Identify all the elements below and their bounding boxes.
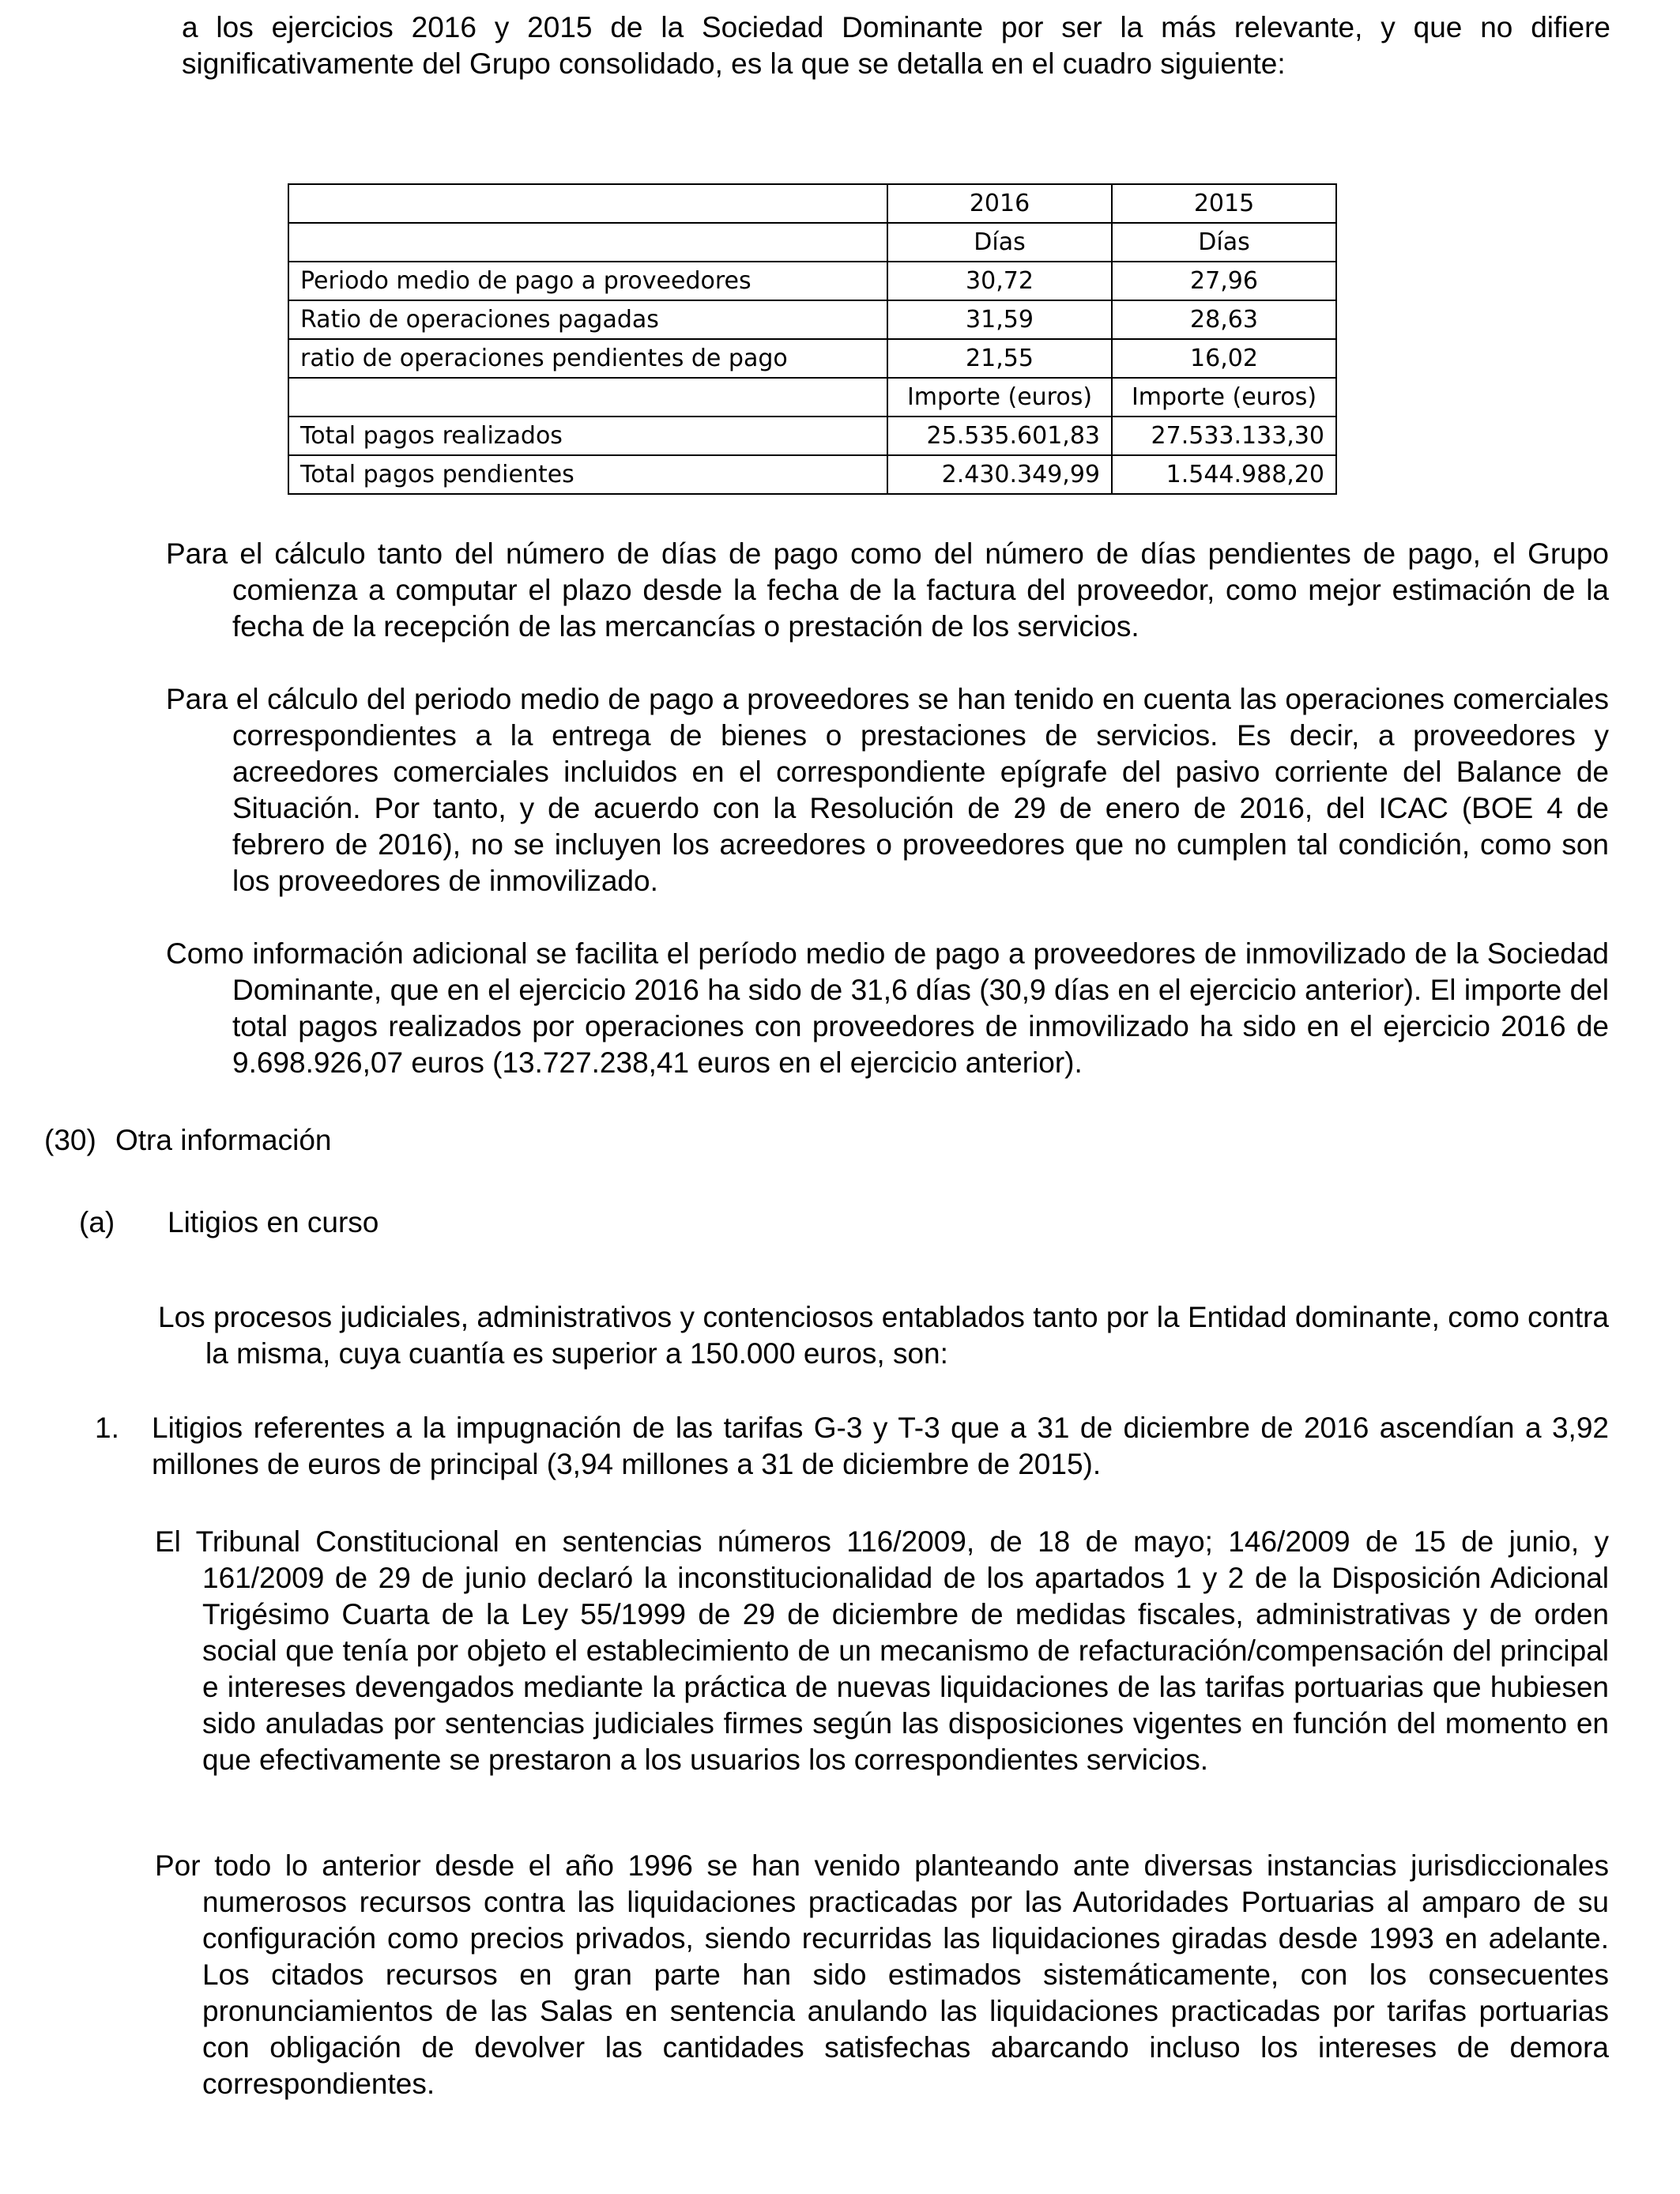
- paragraph-constitutional-court: El Tribunal Constitucional en sentencias números 116/2009, de 18 de mayo; 146/2009 de 15 de junio, y 161/2009 de 29 de junio declaró la inconstitucionalidad de los apartados 1 y 2 de la Disposición Adicional Trigésimo Cuarta de la Ley 55/1999 de 29 de diciembre de medidas fiscales, administrativas y de orden social que tenía por objeto el establecimiento de un mecanismo de refacturación/compensación del principal e intereses devengados mediante la práctica de nuevas liquidaciones de las tarifas portuarias que hubiesen sido anuladas por sentencias judiciales firmes según las disposiciones vigentes en función del momento en que efectivamente se prestaron a los usuarios los correspondientes servicios.: [155, 1525, 1609, 1776]
- header-year-2016: 2016: [887, 184, 1112, 223]
- section-title: Otra información: [115, 1124, 332, 1156]
- row-value-2016: 30,72: [887, 262, 1112, 300]
- row-value-2015: 28,63: [1112, 300, 1336, 339]
- table-row: [288, 339, 1336, 378]
- row-value-2016: 21,55: [887, 339, 1112, 378]
- header-year-2015: 2015: [1112, 184, 1336, 223]
- section-number: (30): [44, 1124, 96, 1156]
- subsection-heading: [79, 1204, 379, 1241]
- amount-unit-2015: Importe (euros): [1112, 378, 1336, 417]
- row-value-2016: 31,59: [887, 300, 1112, 339]
- row-label: Ratio de operaciones pagadas: [288, 300, 887, 339]
- row-value-2016: 2.430.349,99: [887, 455, 1112, 494]
- row-value-2016: 25.535.601,83: [887, 417, 1112, 455]
- paragraph-days-calculation: Para el cálculo tanto del número de días de pago como del número de días pendientes de pago, el Grupo comienza a computar el plazo desde la fecha de la factura del proveedor, como mejor estimación de la fecha de la recepción de las mercancías o prestación de los servicios.: [166, 537, 1609, 643]
- subsection-title: Litigios en curso: [168, 1206, 379, 1238]
- paragraph-appeals: Por todo lo anterior desde el año 1996 se han venido planteando ante diversas instancias jurisdiccionales numerosos recursos contra las liquidaciones practicadas por las Autoridades Portuarias al amparo de su configuración como precios privados, siendo recurridas las liquidaciones giradas desde 1993 en adelante. Los citados recursos en gran parte han sido estimados sistemáticamente, con los consecuentes pronunciamientos de las Salas en sentencia anulando las liquidaciones practicadas por tarifas portuarias con obligación de devolver las cantidades satisfechas abarcando incluso los intereses de demora correspondientes.: [155, 1849, 1609, 2100]
- row-label: ratio de operaciones pendientes de pago: [288, 339, 887, 378]
- paragraph-additional-info: Como información adicional se facilita el período medio de pago a proveedores de inmovilizado de la Sociedad Dominante, que en el ejercicio 2016 ha sido de 31,6 días (30,9 días en el ejercicio anterior). El importe del total pagos realizados por operaciones con proveedores de inmovilizado ha sido en el ejercicio 2016 de 9.698.926,07 euros (13.727.238,41 euros en el ejercicio anterior).: [166, 937, 1609, 1079]
- header-unit-2016: Días: [887, 223, 1112, 262]
- list-item-number: 1.: [95, 1412, 119, 1444]
- amount-unit-2016: Importe (euros): [887, 378, 1112, 417]
- row-label: Periodo medio de pago a proveedores: [288, 262, 887, 300]
- payment-period-table: [288, 183, 1337, 495]
- subsection-number: (a): [79, 1206, 115, 1238]
- paragraph-legal-processes: Los procesos judiciales, administrativos y contenciosos entablados tanto por la Entidad dominante, como contra la misma, cuya cuantía es superior a 150.000 euros, son:: [158, 1301, 1609, 1370]
- intro-paragraph: a los ejercicios 2016 y 2015 de la Sociedad Dominante por ser la más relevante, y que no difiere significativamente del Grupo consolidado, es la que se detalla en el cuadro siguiente:: [182, 11, 1610, 80]
- table-header-units: [288, 223, 1336, 262]
- table-cell-empty: [288, 378, 887, 417]
- row-value-2015: 1.544.988,20: [1112, 455, 1336, 494]
- table-row: [288, 262, 1336, 300]
- list-item: [95, 1410, 1609, 1483]
- table-row: [288, 455, 1336, 494]
- table-cell-empty: [288, 184, 887, 223]
- row-label: Total pagos pendientes: [288, 455, 887, 494]
- header-unit-2015: Días: [1112, 223, 1336, 262]
- table-header-amount-units: [288, 378, 1336, 417]
- row-value-2015: 27.533.133,30: [1112, 417, 1336, 455]
- row-value-2015: 27,96: [1112, 262, 1336, 300]
- table-row: [288, 417, 1336, 455]
- paragraph-average-period: Para el cálculo del periodo medio de pago a proveedores se han tenido en cuenta las operaciones comerciales correspondientes a la entrega de bienes o prestaciones de servicios. Es decir, a proveedores y acreedores comerciales incluidos en el correspondiente epígrafe del pasivo corriente del Balance de Situación. Por tanto, y de acuerdo con la Resolución de 29 de enero de 2016, del ICAC (BOE 4 de febrero de 2016), no se incluyen los acreedores o proveedores que no cumplen tal condición, como son los proveedores de inmovilizado.: [166, 683, 1609, 897]
- list-item-body: [152, 1410, 1609, 1483]
- list-item-text: Litigios referentes a la impugnación de las tarifas G-3 y T-3 que a 31 de diciembre de 2016 ascendían a 3,92 millones de euros de principal (3,94 millones a 31 de diciembre de 2015).: [152, 1412, 1609, 1480]
- row-value-2015: 16,02: [1112, 339, 1336, 378]
- section-heading: [44, 1122, 332, 1159]
- row-label: Total pagos realizados: [288, 417, 887, 455]
- table-cell-empty: [288, 223, 887, 262]
- table-header-years: [288, 184, 1336, 223]
- table-row: [288, 300, 1336, 339]
